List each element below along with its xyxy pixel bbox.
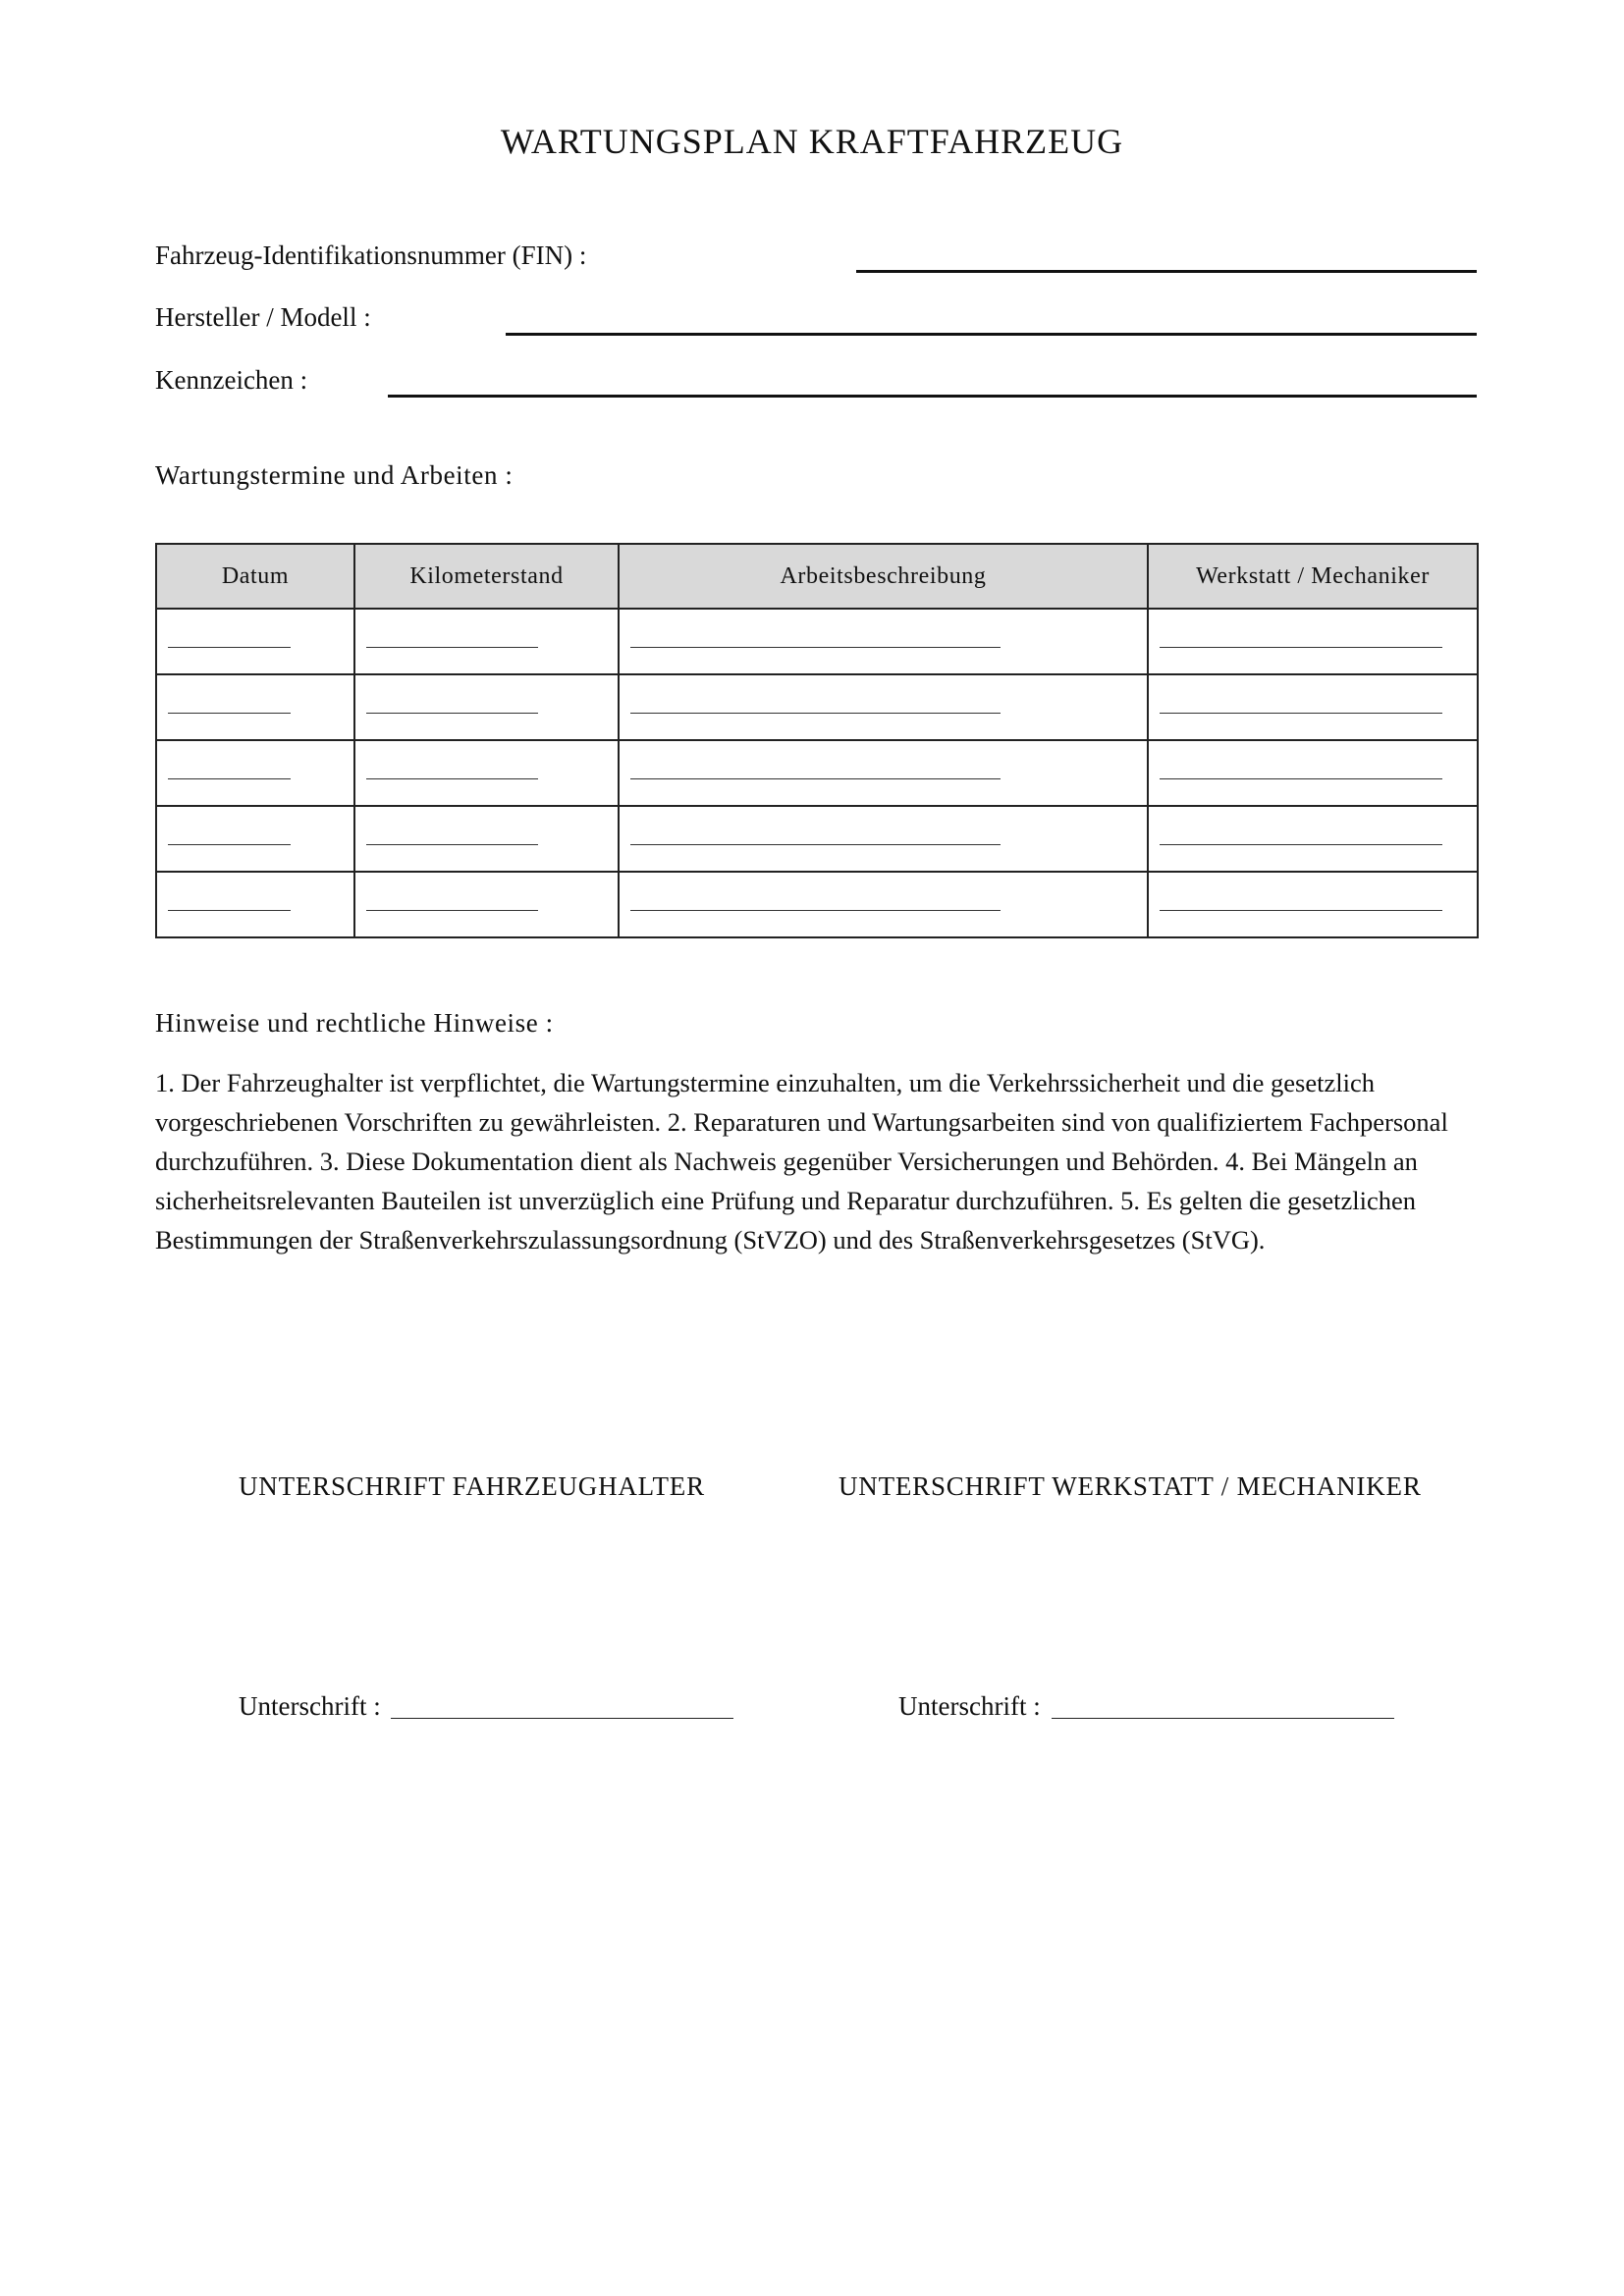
cell-workshop[interactable]: [1148, 872, 1478, 937]
fin-label: Fahrzeug-Identifikationsnummer (FIN) :: [155, 240, 587, 270]
cell-workshop[interactable]: [1148, 674, 1478, 740]
cell-work-description[interactable]: [619, 674, 1148, 740]
blank-fill-line: [366, 778, 538, 779]
blank-fill-line: [630, 910, 1001, 911]
cell-work-description[interactable]: [619, 872, 1148, 937]
workshop-signature-heading: UNTERSCHRIFT WERKSTATT / MECHANIKER: [839, 1471, 1422, 1501]
blank-fill-line: [168, 647, 291, 648]
blank-fill-line: [366, 647, 538, 648]
table-row: [156, 872, 1478, 937]
owner-signature-line[interactable]: [391, 1718, 733, 1719]
blank-fill-line: [366, 844, 538, 845]
column-header-mileage: Kilometerstand: [354, 544, 619, 609]
maintenance-table: [155, 543, 1479, 938]
table-row: [156, 740, 1478, 806]
blank-fill-line: [630, 778, 1001, 779]
cell-mileage[interactable]: [354, 609, 619, 674]
manufacturer-model-label: Hersteller / Modell :: [155, 302, 371, 332]
blank-fill-line: [630, 647, 1001, 648]
cell-date[interactable]: [156, 872, 354, 937]
blank-fill-line: [1160, 910, 1442, 911]
cell-mileage[interactable]: [354, 872, 619, 937]
fin-input-line[interactable]: [856, 270, 1477, 273]
cell-work-description[interactable]: [619, 806, 1148, 872]
cell-date[interactable]: [156, 740, 354, 806]
cell-workshop[interactable]: [1148, 740, 1478, 806]
column-header-workshop: Werkstatt / Mechaniker: [1148, 544, 1478, 609]
notes-heading: Hinweise und rechtliche Hinweise :: [155, 1008, 554, 1038]
blank-fill-line: [366, 910, 538, 911]
workshop-signature-line[interactable]: [1052, 1718, 1394, 1719]
owner-signature-heading: UNTERSCHRIFT FAHRZEUGHALTER: [239, 1471, 705, 1501]
workshop-signature-label: Unterschrift :: [898, 1691, 1041, 1721]
blank-fill-line: [366, 713, 538, 714]
blank-fill-line: [630, 713, 1001, 714]
blank-fill-line: [168, 713, 291, 714]
cell-workshop[interactable]: [1148, 806, 1478, 872]
blank-fill-line: [168, 844, 291, 845]
document-title: WARTUNGSPLAN KRAFTFAHRZEUG: [500, 122, 1124, 161]
license-plate-input-line[interactable]: [388, 395, 1477, 398]
license-plate-label: Kennzeichen :: [155, 365, 308, 395]
column-header-date: Datum: [156, 544, 354, 609]
blank-fill-line: [1160, 778, 1442, 779]
schedule-heading: Wartungstermine und Arbeiten :: [155, 460, 514, 490]
cell-mileage[interactable]: [354, 674, 619, 740]
cell-date[interactable]: [156, 674, 354, 740]
blank-fill-line: [1160, 713, 1442, 714]
table-row: [156, 609, 1478, 674]
cell-mileage[interactable]: [354, 806, 619, 872]
cell-work-description[interactable]: [619, 740, 1148, 806]
cell-mileage[interactable]: [354, 740, 619, 806]
table-header-row: [156, 544, 1478, 609]
cell-work-description[interactable]: [619, 609, 1148, 674]
blank-fill-line: [168, 778, 291, 779]
cell-workshop[interactable]: [1148, 609, 1478, 674]
table-row: [156, 806, 1478, 872]
cell-date[interactable]: [156, 806, 354, 872]
cell-date[interactable]: [156, 609, 354, 674]
blank-fill-line: [630, 844, 1001, 845]
blank-fill-line: [1160, 647, 1442, 648]
column-header-work-description: Arbeitsbeschreibung: [619, 544, 1148, 609]
blank-fill-line: [1160, 844, 1442, 845]
manufacturer-model-input-line[interactable]: [506, 333, 1477, 336]
notes-paragraph: 1. Der Fahrzeughalter ist verpflichtet, die Wartungstermine einzuhalten, um die Verkehrssicherheit und die gesetzlich vorgeschriebenen Vorschriften zu gewährleisten. 2. Reparaturen und Wartungsarbeiten sind von qualifiziertem Fachpersonal durchzuführen. 3. Diese Dokumentation dient als Nachweis gegenüber Versicherungen und Behörden. 4. Bei Mängeln an sicherheitsrelevanten Bauteilen ist unverzüglich eine Prüfung und Reparatur durchzuführen. 5. Es gelten die gesetzlichen Bestimmungen der Straßenverkehrszulassungsordnung (StVZO) und des Straßenverkehrsgesetzes (StVG).: [155, 1068, 1448, 1255]
table-row: [156, 674, 1478, 740]
owner-signature-label: Unterschrift :: [239, 1691, 381, 1721]
blank-fill-line: [168, 910, 291, 911]
